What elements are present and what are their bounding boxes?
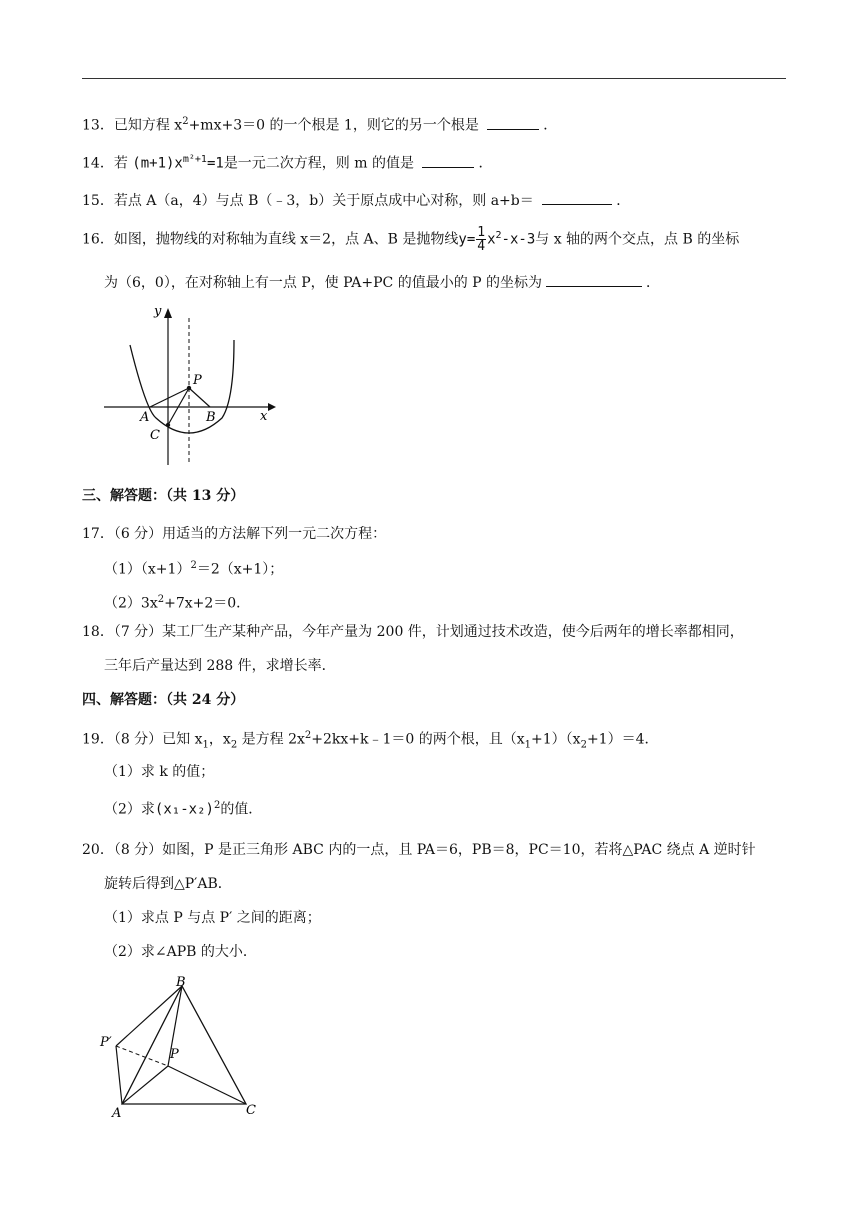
question-20: 20．（8 分）如图，P 是正三角形 ABC 内的一点，且 PA＝6，PB＝8，PC＝10，若将△PAC 绕点 A 逆时针 bbox=[82, 842, 756, 858]
question-19-part-1: （1）求 k 的值； bbox=[104, 764, 215, 780]
fraction: $\frac{1}{4}$ bbox=[477, 225, 486, 255]
question-16: 16．如图，抛物线的对称轴为直线 x＝2，点 A、B 是抛物线y= $\frac{1}{4}$ $x^2-x-3$与 x 轴的两个交点，点 B 的坐标 bbox=[82, 225, 740, 255]
label-a: A bbox=[112, 1106, 122, 1121]
point-c bbox=[166, 423, 170, 427]
segment-pa bbox=[122, 1066, 168, 1104]
label-p: P bbox=[193, 373, 202, 388]
header-rule bbox=[82, 78, 786, 79]
question-14: 14．若 $(m+1)x^{m^2+1}=1$是一元二次方程，则 m 的值是 ． bbox=[82, 154, 493, 172]
segment-p-prime-b bbox=[116, 986, 182, 1046]
triangle-abc bbox=[122, 986, 246, 1104]
label-c: C bbox=[150, 428, 160, 443]
segment-p-prime-p bbox=[116, 1046, 168, 1066]
question-20-part-1: （1）求点 P 与点 P′ 之间的距离； bbox=[104, 910, 321, 926]
label-x: x bbox=[260, 409, 268, 424]
label-p-prime: P′ bbox=[100, 1035, 112, 1050]
question-19: 19．（8 分）已知 $x_1$，$x_2$ 是方程 $2x^2+2kx+k﹣1=0$ 的两个根，且$(x_1+1)(x_2+1)=4$． bbox=[82, 730, 659, 751]
label-c: C bbox=[246, 1103, 256, 1118]
question-17: 17．（6 分）用适当的方法解下列一元二次方程： bbox=[82, 526, 387, 542]
answer-blank[interactable] bbox=[542, 190, 612, 205]
question-17-part-2: $(2)3x^2+7x+2=0$． bbox=[104, 594, 251, 612]
answer-blank[interactable] bbox=[422, 153, 474, 168]
question-19-part-2: （2）求$(x_1-x_2)^2$的值． bbox=[104, 800, 263, 818]
question-18-line2: 三年后产量达到 288 件，求增长率． bbox=[104, 658, 336, 674]
segment-pb bbox=[189, 388, 210, 407]
point-p bbox=[187, 386, 191, 390]
section-3-title: 三、解答题：（共 13 分） bbox=[82, 488, 245, 504]
y-axis-arrow bbox=[164, 308, 172, 318]
question-13: 13．已知方程 $x^2+mx+3=0$ 的一个根是 1，则它的另一个根是 ． bbox=[82, 116, 558, 134]
x-axis-arrow bbox=[268, 403, 276, 411]
question-16-line2: 为（6，0），在对称轴上有一点 P，使 PA+PC 的值最小的 P 的坐标为 ． bbox=[104, 272, 660, 293]
answer-blank[interactable] bbox=[487, 115, 539, 130]
parabola-figure bbox=[100, 300, 280, 470]
question-15: 15．若点 A（a，4）与点 B（﹣3，b）关于原点成中心对称，则 a+b＝ ． bbox=[82, 190, 630, 211]
question-20-part-2: （2）求∠APB 的大小． bbox=[104, 944, 257, 960]
question-17-part-1: $(1)(x+1)^2=2(x+1)$； bbox=[104, 560, 284, 578]
label-b: B bbox=[206, 410, 216, 425]
triangle-figure bbox=[96, 972, 266, 1122]
section-4-title: 四、解答题：（共 24 分） bbox=[82, 692, 245, 708]
answer-blank[interactable] bbox=[546, 272, 642, 287]
question-18: 18．（7 分）某工厂生产某种产品，今年产量为 200 件，计划通过技术改造，使今后两年的增长率都相同， bbox=[82, 624, 744, 640]
segment-pc bbox=[168, 1066, 246, 1104]
label-y: y bbox=[154, 304, 162, 319]
label-a: A bbox=[140, 410, 150, 425]
question-20-line2: 旋转后得到△P′AB． bbox=[104, 876, 232, 892]
label-p: P bbox=[170, 1047, 179, 1062]
label-b: B bbox=[176, 975, 186, 990]
segment-p-prime-a bbox=[116, 1046, 122, 1104]
